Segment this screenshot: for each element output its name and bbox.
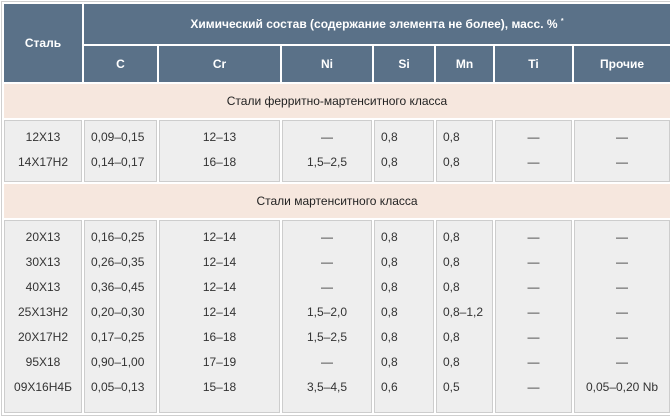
cell-steel: 25Х13Н2 (17, 305, 69, 319)
header-composition-text: Химический состав (содержание элемента не более), масс. % (190, 17, 558, 31)
cell-si: 0,8 (381, 230, 398, 244)
cell-other: — (616, 305, 628, 319)
cell-ni: — (321, 255, 333, 269)
col-cr (159, 220, 280, 413)
col-mn (436, 120, 493, 182)
cell-ti: — (527, 155, 540, 169)
header-footnote-mark: * (560, 18, 564, 25)
header-col-other: Прочие (574, 46, 670, 82)
col-si (374, 120, 434, 182)
header-steel: Сталь (4, 4, 82, 82)
cell-steel: 09Х16Н4Б (14, 380, 72, 394)
header-row-elements (4, 46, 670, 82)
cell-c: 0,16–0,25 (91, 230, 145, 244)
cell-cr: 12–13 (202, 130, 237, 144)
col-c (84, 120, 157, 182)
cell-mn: 0,8 (443, 155, 460, 169)
header-col-si: Si (374, 46, 434, 82)
cell-other: — (616, 280, 628, 294)
cell-ni: 3,5–4,5 (306, 380, 348, 394)
cell-c: 0,90–1,00 (91, 355, 145, 369)
cell-si: 0,8 (381, 130, 398, 144)
cell-c: 0,20–0,30 (91, 305, 145, 319)
cell-ti: — (527, 255, 540, 269)
group-block-martensitic (4, 220, 670, 413)
cell-cr: 16–18 (202, 155, 237, 169)
cell-mn: 0,8 (443, 330, 460, 344)
col-steel (4, 220, 82, 413)
cell-si: 0,8 (381, 280, 398, 294)
cell-ni: — (321, 230, 333, 244)
cell-c: 0,14–0,17 (91, 155, 145, 169)
cell-ti: — (527, 230, 540, 244)
cell-si: 0,6 (381, 380, 398, 394)
cell-ti: — (527, 355, 540, 369)
group-block-ferritic-martensitic (4, 120, 670, 182)
cell-mn: 0,8 (443, 230, 460, 244)
col-mn (436, 220, 493, 413)
cell-c: 0,17–0,25 (91, 330, 145, 344)
col-ti (495, 120, 572, 182)
cell-ti: — (527, 380, 540, 394)
cell-ni: — (321, 355, 333, 369)
cell-steel: 30Х13 (25, 255, 61, 269)
cell-other: — (616, 155, 628, 169)
cell-si: 0,8 (381, 355, 398, 369)
cell-si: 0,8 (381, 330, 398, 344)
col-other (574, 220, 670, 413)
cell-steel: 40Х13 (25, 280, 61, 294)
cell-mn: 0,5 (443, 380, 460, 394)
cell-other: — (616, 355, 628, 369)
col-ni (282, 220, 372, 413)
cell-ti: — (527, 305, 540, 319)
cell-cr: 12–14 (202, 255, 237, 269)
cell-mn: 0,8 (443, 130, 460, 144)
header-row-top (4, 4, 670, 44)
col-steel (4, 120, 82, 182)
cell-steel: 20Х13 (25, 230, 61, 244)
cell-other: — (616, 330, 628, 344)
cell-mn: 0,8 (443, 255, 460, 269)
cell-cr: 17–19 (202, 355, 237, 369)
header-col-mn: Mn (436, 46, 493, 82)
steel-composition-table (1, 1, 670, 416)
col-ni (282, 120, 372, 182)
cell-c: 0,05–0,13 (91, 380, 145, 394)
cell-steel: 12Х13 (25, 130, 61, 144)
cell-ti: — (527, 330, 540, 344)
cell-si: 0,8 (381, 255, 398, 269)
col-other (574, 120, 670, 182)
cell-ni: 1,5–2,0 (306, 305, 348, 319)
cell-c: 0,36–0,45 (91, 280, 145, 294)
cell-ni: 1,5–2,5 (306, 155, 348, 169)
cell-c: 0,26–0,35 (91, 255, 145, 269)
cell-cr: 15–18 (202, 380, 237, 394)
col-c (84, 220, 157, 413)
cell-ni: — (321, 280, 333, 294)
cell-mn: 0,8–1,2 (443, 305, 484, 319)
cell-other: — (616, 255, 628, 269)
cell-mn: 0,8 (443, 280, 460, 294)
section-row (4, 184, 670, 218)
cell-ni: — (321, 130, 333, 144)
header-col-cr: Cr (159, 46, 280, 82)
cell-ti: — (527, 130, 540, 144)
cell-other: — (616, 230, 628, 244)
cell-ni: 1,5–2,5 (306, 330, 348, 344)
cell-si: 0,8 (381, 305, 398, 319)
col-si (374, 220, 434, 413)
cell-steel: 95Х18 (25, 355, 61, 369)
header-col-c: C (84, 46, 157, 82)
section-row (4, 84, 670, 118)
cell-other: — (616, 130, 628, 144)
col-ti (495, 220, 572, 413)
cell-cr: 16–18 (202, 330, 237, 344)
cell-ti: — (527, 280, 540, 294)
header-composition (84, 4, 670, 44)
section-title-ferritic-martensitic: Стали ферритно-мартенситного класса (4, 84, 670, 118)
cell-si: 0,8 (381, 155, 398, 169)
header-col-ni: Ni (282, 46, 372, 82)
col-cr (159, 120, 280, 182)
cell-mn: 0,8 (443, 355, 460, 369)
cell-steel: 20Х17Н2 (17, 330, 69, 344)
cell-steel: 14Х17Н2 (17, 155, 69, 169)
section-title-martensitic: Стали мартенситного класса (4, 184, 670, 218)
cell-cr: 12–14 (202, 230, 237, 244)
cell-cr: 12–14 (202, 280, 237, 294)
header-col-ti: Ti (495, 46, 572, 82)
cell-c: 0,09–0,15 (91, 130, 145, 144)
cell-cr: 12–14 (202, 305, 237, 319)
cell-other: 0,05–0,20 Nb (585, 380, 659, 394)
